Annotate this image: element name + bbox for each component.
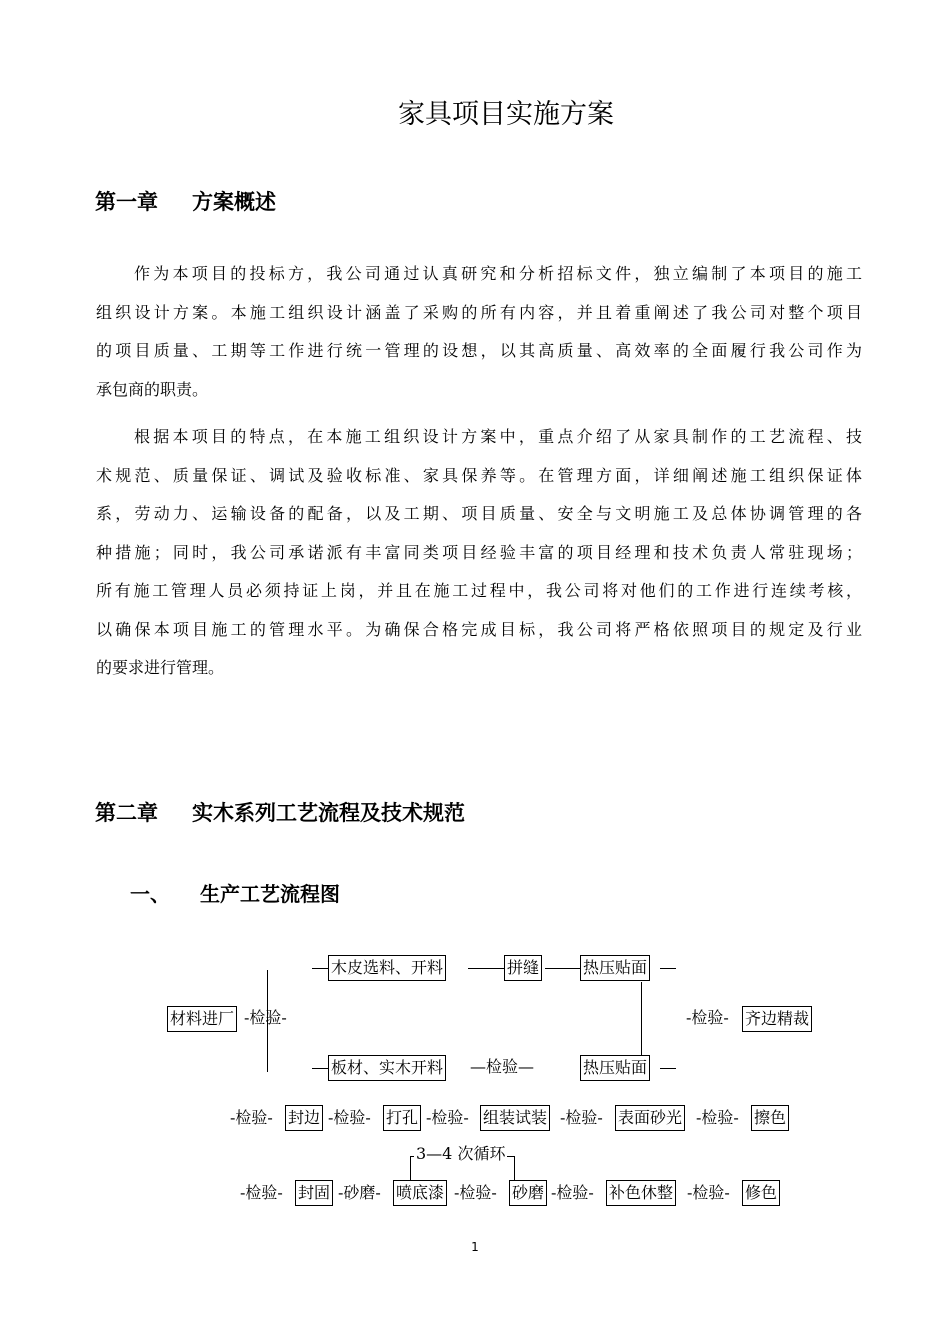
- step-drill: 打孔: [383, 1105, 421, 1131]
- section-1-title: 生产工艺流程图: [200, 882, 340, 906]
- paragraph-line: 所有施工管理人员必须持证上岗，并且在施工过程中，我公司将对他们的工作进行连续考核，: [96, 581, 862, 600]
- chapter-2-heading: [95, 797, 465, 827]
- cycle-bracket-right: [514, 1156, 515, 1180]
- document-title: 家具项目实施方案: [398, 99, 614, 130]
- step-inspect-7: -检验-: [560, 1108, 603, 1127]
- connector: [468, 968, 504, 969]
- paragraph-2: [96, 418, 862, 688]
- step-material-in: 材料进厂: [167, 1006, 237, 1032]
- step-sanding-2: 砂磨: [509, 1180, 547, 1206]
- step-repair: 修色: [742, 1180, 780, 1206]
- step-inspect-6: -检验-: [426, 1108, 469, 1127]
- paragraph-line: 的要求进行管理。: [96, 658, 225, 677]
- step-inspect-5: -检验-: [328, 1108, 371, 1127]
- step-inspect-2: -检验-: [686, 1008, 729, 1027]
- page-number: 1: [471, 1240, 479, 1254]
- step-inspect-3: —检验—: [470, 1057, 535, 1076]
- step-inspect-11: -检验-: [551, 1183, 594, 1202]
- step-inspect-12: -检验-: [687, 1183, 730, 1202]
- paragraph-line: 的项目质量、工期等工作进行统一管理的设想，以其高质量、高效率的全面履行我公司作为: [96, 341, 862, 360]
- section-1-heading: [130, 878, 340, 907]
- step-hot-press-bottom: 热压贴面: [580, 1055, 650, 1081]
- step-veneer-select: 木皮选料、开料: [328, 955, 446, 981]
- chapter-1-number: 第一章: [95, 190, 158, 214]
- connector: [660, 1068, 676, 1069]
- chapter-2-number: 第二章: [95, 801, 158, 825]
- chapter-1-title: 方案概述: [192, 190, 276, 214]
- step-splice: 拼缝: [504, 955, 542, 981]
- paragraph-line: 以确保本项目施工的管理水平。为确保合格完成目标，我公司将严格依照项目的规定及行业: [96, 619, 862, 639]
- paragraph-1: [96, 255, 862, 409]
- connector: [545, 968, 581, 969]
- cycle-bracket-left: [410, 1156, 411, 1180]
- step-edge-seal: 封边: [285, 1105, 323, 1131]
- step-inspect-1: -检验-: [244, 1008, 287, 1027]
- paragraph-line: 根据本项目的特点，在本施工组织设计方案中，重点介绍了从家具制作的工艺流程、技: [134, 427, 862, 446]
- step-inspect-10: -检验-: [454, 1183, 497, 1202]
- paragraph-line: 承包商的职责。: [96, 379, 209, 399]
- paragraph-line: 作为本项目的投标方，我公司通过认真研究和分析招标文件，独立编制了本项目的施工: [134, 264, 862, 283]
- step-inspect-4: -检验-: [230, 1108, 273, 1127]
- step-assemble: 组装试装: [480, 1105, 550, 1131]
- cycle-note: 3—4 次循环: [416, 1144, 506, 1163]
- paragraph-line: 系，劳动力、运输设备的配备，以及工期、项目质量、安全与文明施工及总体协调管理的各: [96, 504, 862, 523]
- section-1-number: 一、: [130, 882, 170, 906]
- step-wipe-color: 擦色: [751, 1105, 789, 1131]
- paragraph-line: 术规范、质量保证、调试及验收标准、家具保养等。在管理方面，详细阐述施工组织保证体: [96, 465, 862, 485]
- chapter-2-title: 实木系列工艺流程及技术规范: [192, 801, 465, 825]
- branch-line-right: [641, 982, 642, 1056]
- step-surface-sand: 表面砂光: [615, 1105, 685, 1131]
- step-inspect-9: -检验-: [240, 1183, 283, 1202]
- paragraph-line: 组织设计方案。本施工组织设计涵盖了采购的所有内容，并且着重阐述了我公司对整个项目: [96, 302, 862, 322]
- step-sanding-1: -砂磨-: [338, 1183, 381, 1202]
- step-inspect-8: -检验-: [696, 1108, 739, 1127]
- step-board-cut: 板材、实木开料: [328, 1055, 446, 1081]
- paragraph-line: 种措施；同时，我公司承诺派有丰富同类项目经验丰富的项目经理和技术负责人常驻现场；: [96, 542, 862, 562]
- step-hot-press-top: 热压贴面: [580, 955, 650, 981]
- step-touch-up: 补色休整: [606, 1180, 676, 1206]
- step-seal-fix: 封固: [295, 1180, 333, 1206]
- step-edge-trim: 齐边精裁: [742, 1006, 812, 1032]
- connector: [660, 968, 676, 969]
- step-primer-spray: 喷底漆: [393, 1180, 447, 1206]
- chapter-1-heading: [95, 186, 276, 216]
